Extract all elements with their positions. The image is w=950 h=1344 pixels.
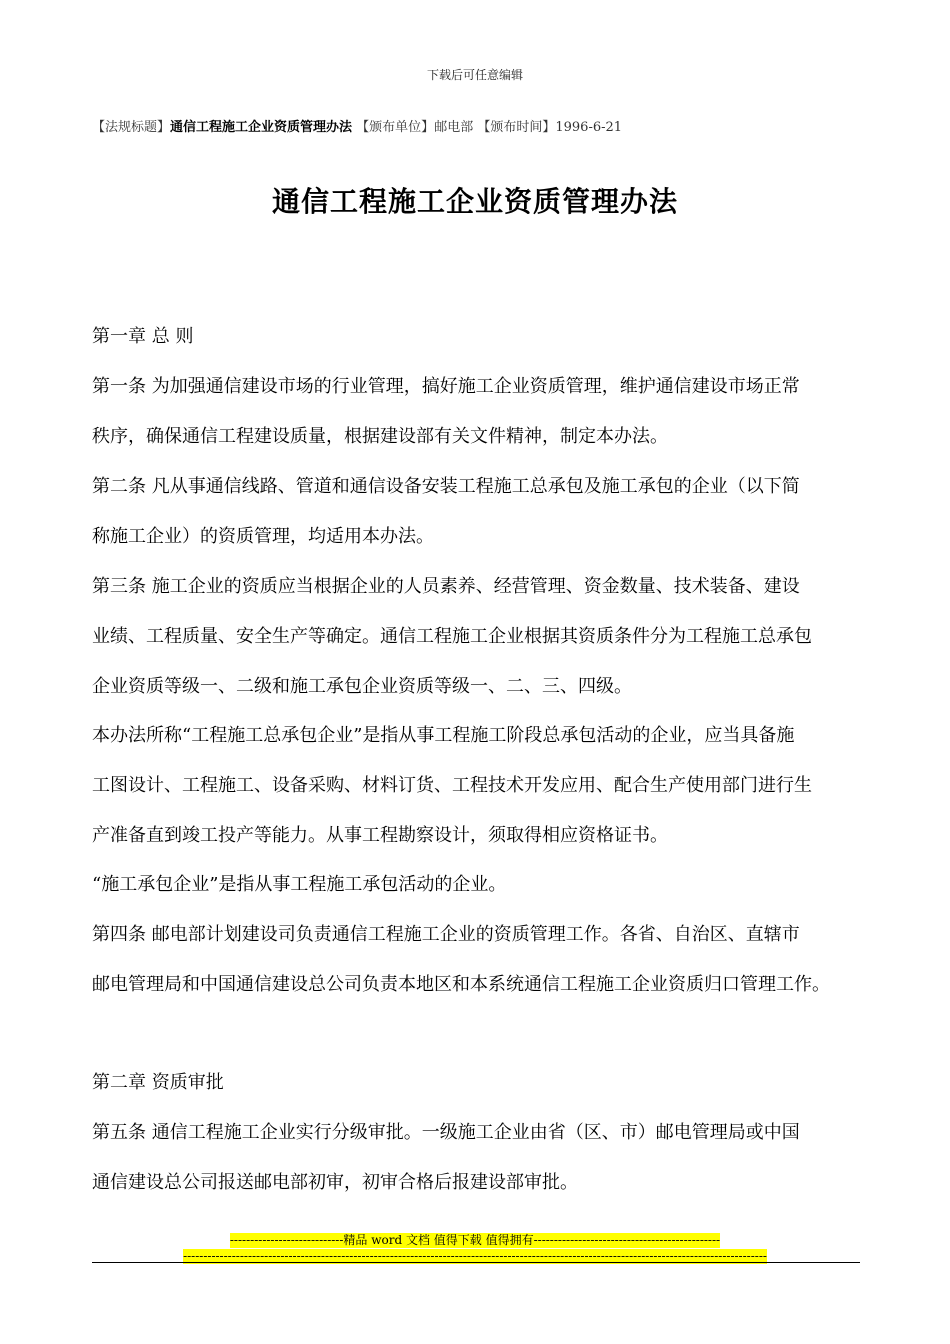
document-title: 通信工程施工企业资质管理办法 — [271, 185, 678, 218]
paragraph-line: 工图设计、工程施工、设备采购、材料订货、工程技术开发应用、配合生产使用部门进行生 — [92, 775, 812, 796]
chapter-heading: 第二章 资质审批 — [92, 1072, 224, 1093]
paragraph-line: 企业资质等级一、二级和施工承包企业资质等级一、二、三、四级。 — [92, 676, 632, 697]
footer-banner-line: ------------------------------------------------------------------------------------------------------------------------------------------------ — [183, 1249, 767, 1263]
paragraph-line: 本办法所称“工程施工总承包企业”是指从事工程施工阶段总承包活动的企业，应当具备施 — [92, 725, 795, 746]
paragraph-line: 第二条 凡从事通信线路、管道和通信设备安装工程施工总承包及施工承包的企业（以下简 — [92, 476, 800, 497]
meta-title-label: 【法规标题】 — [92, 120, 171, 135]
paragraph-line: 产准备直到竣工投产等能力。从事工程勘察设计，须取得相应资格证书。 — [92, 825, 668, 846]
meta-title-value: 通信工程施工企业资质管理办法 — [170, 120, 353, 135]
paragraph-line: 邮电管理局和中国通信建设总公司负责本地区和本系统通信工程施工企业资质归口管理工作。 — [92, 974, 830, 995]
header-note: 下载后可任意编辑 — [426, 68, 523, 82]
meta-issuer-value: 邮电部 — [434, 120, 474, 135]
paragraph-line: 业绩、工程质量、安全生产等确定。通信工程施工企业根据其资质条件分为工程施工总承包 — [92, 626, 812, 647]
paragraph-line: 第五条 通信工程施工企业实行分级审批。一级施工企业由省（区、市）邮电管理局或中国 — [92, 1122, 800, 1143]
paragraph-line: 第一条 为加强通信建设市场的行业管理，搞好施工企业资质管理，维护通信建设市场正常 — [92, 376, 800, 397]
paragraph-line: 称施工企业）的资质管理，均适用本办法。 — [92, 526, 434, 547]
paragraph-line: 第四条 邮电部计划建设司负责通信工程施工企业的资质管理工作。各省、自治区、直辖市 — [92, 924, 800, 945]
chapter-heading: 第一章 总 则 — [92, 326, 194, 347]
footer-rule — [92, 1262, 860, 1263]
paragraph-line: “施工承包企业”是指从事工程施工承包活动的企业。 — [92, 874, 507, 895]
paragraph-line: 通信建设总公司报送邮电部初审，初审合格后报建设部审批。 — [92, 1172, 578, 1193]
footer-banner-line: ----------------------------精品 word 文档 值得下载 值得拥有---------------------------------------------- — [229, 1233, 721, 1247]
paragraph-line: 第三条 施工企业的资质应当根据企业的人员素养、经营管理、资金数量、技术装备、建设 — [92, 576, 800, 597]
meta-date-value: 1996-6-21 — [555, 120, 623, 135]
meta-issuer-label: 【颁布单位】 — [356, 120, 435, 135]
meta-date-label: 【颁布时间】 — [477, 120, 556, 135]
paragraph-line: 秩序，确保通信工程建设质量，根据建设部有关文件精神，制定本办法。 — [92, 426, 668, 447]
document-meta — [92, 116, 622, 135]
